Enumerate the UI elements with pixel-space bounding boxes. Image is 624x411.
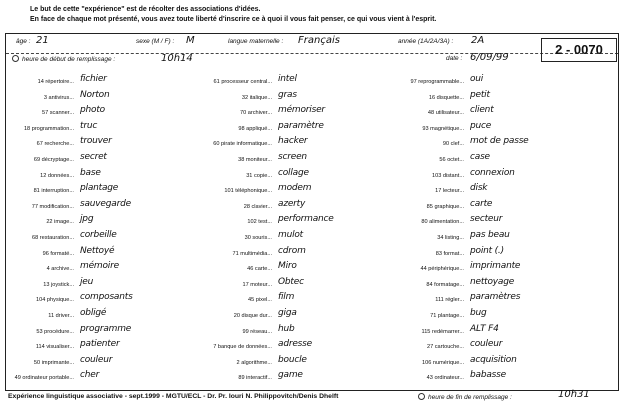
stimulus-word: 4 archive... <box>46 266 74 273</box>
stimulus-word: 99 réseau... <box>242 328 272 335</box>
association-answer[interactable]: jpg <box>80 214 94 225</box>
stimulus-word: 22 image... <box>46 219 74 226</box>
word-item <box>398 230 588 246</box>
association-answer[interactable]: Miro <box>278 261 297 272</box>
header-divider <box>6 53 618 54</box>
association-answer[interactable]: cher <box>80 370 100 381</box>
word-item <box>8 292 198 308</box>
stimulus-word: 111 régler... <box>435 297 464 304</box>
word-item <box>206 214 396 230</box>
stimulus-word: 106 numérique... <box>422 359 464 366</box>
word-item <box>398 277 588 293</box>
stimulus-word: 44 périphérique... <box>420 266 464 273</box>
word-item <box>206 261 396 277</box>
association-answer[interactable]: client <box>470 105 494 116</box>
association-answer[interactable]: puce <box>470 120 492 131</box>
association-answer[interactable]: sauvegarde <box>80 198 131 209</box>
association-answer[interactable]: gras <box>278 89 297 100</box>
word-item <box>398 370 588 386</box>
word-item <box>8 261 198 277</box>
association-answer[interactable]: fichier <box>80 74 107 84</box>
word-item <box>398 136 588 152</box>
association-answer[interactable]: boucle <box>278 354 307 365</box>
association-answer[interactable]: intel <box>278 74 297 84</box>
association-answer[interactable]: adresse <box>278 339 312 350</box>
word-item <box>206 90 396 106</box>
word-item <box>398 246 588 262</box>
word-item <box>398 324 588 340</box>
stimulus-word: 7 banque de données... <box>213 344 272 351</box>
word-item <box>398 214 588 230</box>
word-item <box>8 339 198 355</box>
instructions-line-1: Le but de cette "expérience" est de récolter des associations d'idées. <box>30 6 261 13</box>
association-answer[interactable]: paramètre <box>278 120 324 131</box>
association-answer[interactable]: mot de passe <box>470 136 529 147</box>
stimulus-word: 84 formatage... <box>426 281 464 288</box>
stimulus-word: 90 clef... <box>442 141 464 148</box>
association-answer[interactable]: plantage <box>80 183 119 194</box>
association-answer[interactable]: modem <box>278 183 312 194</box>
word-item <box>8 277 198 293</box>
association-answer[interactable]: secteur <box>470 214 503 225</box>
word-item <box>206 292 396 308</box>
footer-credit: Expérience linguistique associative - sept.1999 - MGTU/ECL - Dr. Pr. Iouri N. Philippovitch/Denis Dhelft <box>8 393 339 400</box>
association-answer[interactable]: acquisition <box>470 354 517 365</box>
association-answer[interactable]: truc <box>80 120 98 131</box>
stimulus-word: 67 recherche... <box>36 141 74 148</box>
word-item <box>8 136 198 152</box>
word-item <box>206 121 396 137</box>
stimulus-word: 89 interactif... <box>238 375 272 382</box>
stimulus-word: 80 alimentation... <box>421 219 464 226</box>
stimulus-word: 27 cartouche... <box>426 344 464 351</box>
word-item <box>206 246 396 262</box>
stimulus-word: 43 ordinateur... <box>426 375 464 382</box>
association-answer[interactable]: programme <box>80 323 132 334</box>
stimulus-word: 2 algorithme... <box>236 359 272 366</box>
association-answer[interactable]: case <box>470 151 490 162</box>
word-item <box>8 183 198 199</box>
stimulus-word: 68 restauration... <box>32 234 74 241</box>
word-item <box>206 230 396 246</box>
association-answer[interactable]: pas beau <box>470 229 510 240</box>
association-answer[interactable]: collage <box>278 167 309 178</box>
association-answer[interactable]: corbeille <box>80 229 117 240</box>
association-answer[interactable]: Norton <box>80 89 110 100</box>
stimulus-word: 46 carte... <box>247 266 272 273</box>
association-answer[interactable]: couleur <box>470 339 503 350</box>
association-answer[interactable]: petit <box>470 89 490 100</box>
sex-value[interactable]: M <box>186 35 195 46</box>
association-answer[interactable]: bug <box>470 307 487 318</box>
association-answer[interactable]: hub <box>278 323 295 334</box>
stimulus-word: 77 modification... <box>31 203 74 210</box>
date-value[interactable]: 6/09/99 <box>470 52 509 63</box>
stimulus-word: 48 utilisateur... <box>427 110 464 117</box>
word-item <box>206 355 396 371</box>
association-answer[interactable]: carte <box>470 198 493 209</box>
word-item <box>398 199 588 215</box>
stimulus-word: 53 procédure... <box>36 328 74 335</box>
stimulus-word: 18 programmation... <box>23 125 74 132</box>
stimulus-word: 83 format... <box>435 250 464 257</box>
association-answer[interactable]: obligé <box>80 307 107 318</box>
association-answer[interactable]: performance <box>278 214 334 225</box>
association-answer[interactable]: mémoriser <box>278 105 325 116</box>
stimulus-word: 60 pirate informatique... <box>213 141 272 148</box>
stimulus-word: 50 imprimante... <box>33 359 74 366</box>
stimulus-word: 49 ordinateur portable... <box>14 375 74 382</box>
stimulus-word: 101 téléphonique... <box>224 188 272 195</box>
word-column-3 <box>398 74 588 386</box>
stimulus-word: 71 multimédia... <box>232 250 272 257</box>
end-time-label: heure de fin de remplissage : <box>418 393 512 401</box>
association-answer[interactable]: giga <box>278 307 297 318</box>
association-answer[interactable]: film <box>278 292 295 303</box>
stimulus-word: 102 test... <box>247 219 272 226</box>
word-item <box>8 121 198 137</box>
association-answer[interactable]: cdrom <box>278 245 306 256</box>
word-item <box>398 152 588 168</box>
association-answer[interactable]: disk <box>470 183 488 194</box>
word-item <box>206 308 396 324</box>
association-answer[interactable]: hacker <box>278 136 308 147</box>
association-answer[interactable]: secret <box>80 151 107 162</box>
stimulus-word: 57 scanner... <box>41 110 74 117</box>
start-time-label: heure de début de remplissage : <box>12 55 115 63</box>
header-row-2 <box>6 52 618 67</box>
association-answer[interactable]: game <box>278 370 303 381</box>
stimulus-word: 16 disquette... <box>428 94 464 101</box>
word-item <box>8 246 198 262</box>
word-item <box>206 183 396 199</box>
word-item <box>398 168 588 184</box>
word-item <box>398 292 588 308</box>
association-answer[interactable]: Nettoyé <box>80 245 115 256</box>
word-item <box>8 199 198 215</box>
stimulus-word: 96 formaté... <box>42 250 74 257</box>
association-answer[interactable]: mulot <box>278 229 304 240</box>
word-item <box>398 74 588 90</box>
association-answer[interactable]: couleur <box>80 354 113 365</box>
word-item <box>398 261 588 277</box>
instructions <box>30 5 436 25</box>
word-item <box>398 308 588 324</box>
association-answer[interactable]: composants <box>80 292 133 303</box>
association-answer[interactable]: jeu <box>80 276 94 287</box>
stimulus-word: 69 décryptage... <box>33 156 74 163</box>
word-item <box>206 74 396 90</box>
end-time-value[interactable]: 10h31 <box>558 389 590 400</box>
association-answer[interactable]: base <box>80 167 101 178</box>
stimulus-word: 20 disque dur... <box>233 312 272 319</box>
questionnaire-sheet <box>5 33 619 401</box>
word-item <box>8 90 198 106</box>
word-item <box>206 136 396 152</box>
word-item <box>206 168 396 184</box>
stimulus-word: 38 moniteur... <box>238 156 272 163</box>
header-row-1 <box>6 35 618 51</box>
word-item <box>206 152 396 168</box>
association-answer[interactable]: oui <box>470 74 484 84</box>
word-item <box>8 324 198 340</box>
association-answer[interactable]: babasse <box>470 370 506 381</box>
instructions-line-2: En face de chaque mot présenté, vous avez toute liberté d'inscrire ce à quoi il vous fait penser, ce qui vous vient à l'esprit. <box>30 16 437 23</box>
date-label: date : <box>446 55 463 62</box>
age-value[interactable]: 21 <box>36 35 49 46</box>
word-item <box>206 105 396 121</box>
stimulus-word: 71 plantage... <box>430 312 464 319</box>
sex-label: sexe (M / F) : <box>136 38 175 45</box>
word-column-2 <box>206 74 396 386</box>
stimulus-word: 56 octet... <box>439 156 464 163</box>
association-answer[interactable]: imprimante <box>470 261 521 272</box>
stimulus-word: 31 copie... <box>246 172 272 179</box>
word-item <box>8 105 198 121</box>
word-item <box>8 74 198 90</box>
language-value[interactable]: Français <box>298 35 340 46</box>
word-item <box>398 105 588 121</box>
stimulus-word: 17 moteur... <box>242 281 272 288</box>
association-answer[interactable]: patienter <box>80 339 120 350</box>
stimulus-word: 14 répertoire... <box>37 79 74 85</box>
stimulus-word: 13 joystick... <box>43 281 74 288</box>
association-answer[interactable]: point (.) <box>470 245 504 256</box>
association-answer[interactable]: mémoire <box>80 261 119 272</box>
word-item <box>206 324 396 340</box>
start-time-value[interactable]: 10h14 <box>161 53 193 64</box>
bullet-icon <box>12 55 19 62</box>
word-item <box>398 339 588 355</box>
word-item <box>8 152 198 168</box>
stimulus-word: 93 magnétique... <box>422 125 464 132</box>
stimulus-word: 32 italique... <box>241 94 272 101</box>
association-answer[interactable]: ALT F4 <box>470 323 499 334</box>
stimulus-word: 34 listing... <box>437 234 464 241</box>
stimulus-word: 98 appliqué... <box>238 125 272 132</box>
word-item <box>8 214 198 230</box>
association-answer[interactable]: nettoyage <box>470 276 515 287</box>
word-item <box>8 168 198 184</box>
stimulus-word: 115 redémarrer... <box>421 328 464 335</box>
stimulus-word: 3 antivirus... <box>43 94 74 101</box>
word-item <box>206 199 396 215</box>
stimulus-word: 12 données... <box>40 172 74 179</box>
stimulus-word: 81 interruption... <box>33 188 74 195</box>
stimulus-word: 85 graphique... <box>426 203 464 210</box>
word-item <box>206 339 396 355</box>
association-answer[interactable]: azerty <box>278 198 306 209</box>
stimulus-word: 70 archiver... <box>239 110 272 117</box>
stimulus-word: 28 clavier... <box>243 203 272 210</box>
bullet-icon <box>418 393 425 400</box>
stimulus-word: 103 distant... <box>431 172 464 179</box>
stimulus-word: 114 visualiser... <box>35 344 74 351</box>
stimulus-word: 61 processeur central... <box>213 79 272 85</box>
word-item <box>8 308 198 324</box>
stimulus-word: 11 driver... <box>48 312 74 319</box>
word-item <box>8 355 198 371</box>
association-answer[interactable]: photo <box>80 105 105 116</box>
association-answer[interactable]: paramètres <box>470 292 521 303</box>
association-answer[interactable]: trouver <box>80 136 112 147</box>
word-item <box>206 277 396 293</box>
stimulus-word: 97 reprogrammable... <box>410 79 464 85</box>
year-value[interactable]: 2A <box>471 35 485 46</box>
word-item <box>398 355 588 371</box>
word-item <box>398 90 588 106</box>
language-label: langue maternelle : <box>228 38 284 45</box>
age-label: âge : <box>16 38 31 45</box>
stimulus-word: 17 lecteur... <box>435 188 464 195</box>
stimulus-word: 45 pixel... <box>248 297 272 304</box>
word-item <box>398 121 588 137</box>
year-label: année (1A/2A/3A) : <box>398 38 454 45</box>
word-item <box>8 230 198 246</box>
word-item <box>8 370 198 386</box>
stimulus-word: 30 souris... <box>244 234 272 241</box>
association-answer[interactable]: Obtec <box>278 276 304 287</box>
stimulus-word: 104 physique... <box>36 297 74 304</box>
association-answer[interactable]: screen <box>278 151 307 162</box>
association-answer[interactable]: connexion <box>470 167 515 178</box>
form-code-box: 2 - 0070 <box>541 38 617 62</box>
word-column-1 <box>8 74 198 386</box>
word-item <box>398 183 588 199</box>
word-item <box>206 370 396 386</box>
